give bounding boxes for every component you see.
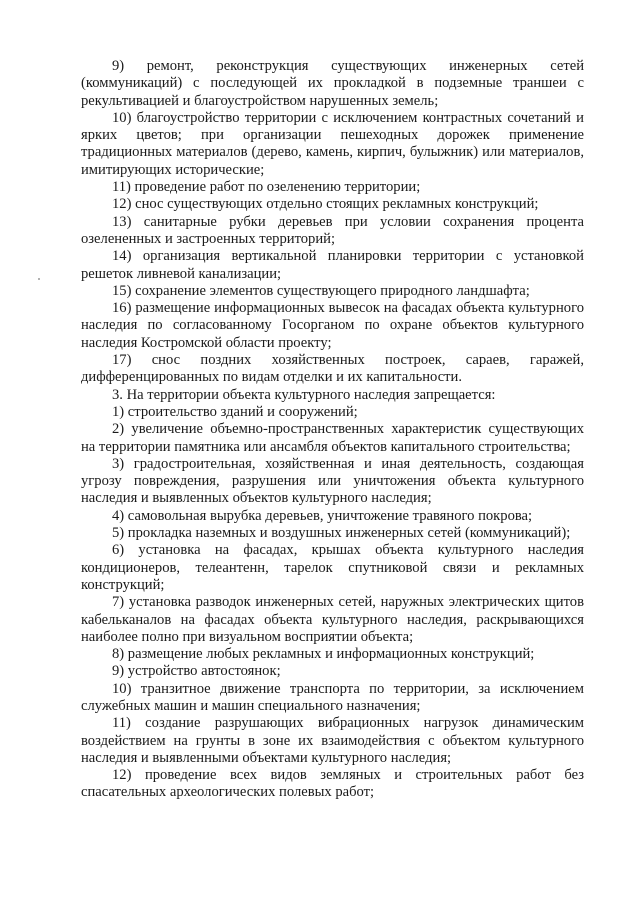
list-item-permitted-14: 14) организация вертикальной планировки территории с установкой решеток ливневой канализации; xyxy=(81,248,584,282)
list-item-prohibited-7: 7) установка разводок инженерных сетей, наружных электрических щитов кабельканалов на фасадах объекта культурного наследия, раскрывающихся наиболее полно при визуальном восприятии объекта; xyxy=(81,594,584,645)
list-item-permitted-16: 16) размещение информационных вывесок на фасадах объекта культурного наследия по согласованному Госорганом по охране объектов культурного наследия Костромской области проекту; xyxy=(81,300,584,351)
list-item-permitted-10: 10) благоустройство территории с исключением контрастных сочетаний и ярких цветов; при организации пешеходных дорожек применение традиционных материалов (дерево, камень, кирпич, булыжник) или материалов, имитирующих исторические; xyxy=(81,109,584,178)
list-item-permitted-17: 17) снос поздних хозяйственных построек, сараев, гаражей, дифференцированных по видам отделки и их капитальности. xyxy=(81,352,584,386)
list-item-permitted-9: 9) ремонт, реконструкция существующих инженерных сетей (коммуникаций) с последующей их прокладкой в подземные траншеи с рекультивацией и благоустройством нарушенных земель; xyxy=(81,58,584,109)
list-item-prohibited-5: 5) прокладка наземных и воздушных инженерных сетей (коммуникаций); xyxy=(112,525,571,542)
list-item-permitted-15: 15) сохранение элементов существующего природного ландшафта; xyxy=(112,282,530,299)
scan-speck xyxy=(38,278,40,280)
list-item-prohibited-8: 8) размещение любых рекламных и информационных конструкций; xyxy=(112,646,535,663)
list-item-permitted-12: 12) снос существующих отдельно стоящих рекламных конструкций; xyxy=(112,196,539,213)
list-item-prohibited-12: 12) проведение всех видов земляных и строительных работ без спасательных археологических полевых работ; xyxy=(81,767,584,801)
list-item-prohibited-1: 1) строительство зданий и сооружений; xyxy=(112,403,358,420)
list-item-prohibited-11: 11) создание разрушающих вибрационных нагрузок динамическим воздействием на грунты в зоне их взаимодействия с объектом культурного наследия и выявленными объектами культурного наследия; xyxy=(81,715,584,766)
list-item-prohibited-10: 10) транзитное движение транспорта по территории, за исключением служебных машин и машин специального назначения; xyxy=(81,680,584,714)
list-item-prohibited-9: 9) устройство автостоянок; xyxy=(112,663,281,680)
list-item-prohibited-6: 6) установка на фасадах, крышах объекта культурного наследия кондиционеров, телеантенн, тарелок спутниковой связи и рекламных конструкций; xyxy=(81,542,584,593)
list-item-permitted-11: 11) проведение работ по озеленению территории; xyxy=(112,179,421,196)
section-heading-prohibited: 3. На территории объекта культурного наследия запрещается: xyxy=(112,386,496,403)
list-item-prohibited-3: 3) градостроительная, хозяйственная и иная деятельность, создающая угрозу повреждения, разрушения или уничтожения объекта культурного наследия и выявленных объектов культурного наследия; xyxy=(81,455,584,507)
document-page xyxy=(81,58,584,802)
list-item-prohibited-4: 4) самовольная вырубка деревьев, уничтожение травяного покрова; xyxy=(112,507,533,524)
list-item-permitted-13: 13) санитарные рубки деревьев при условии сохранения процента озелененных и застроенных территорий; xyxy=(81,213,584,247)
list-item-prohibited-2: 2) увеличение объемно-пространственных характеристик существующих на территории памятника или ансамбля объектов капитального строительства; xyxy=(81,421,584,455)
